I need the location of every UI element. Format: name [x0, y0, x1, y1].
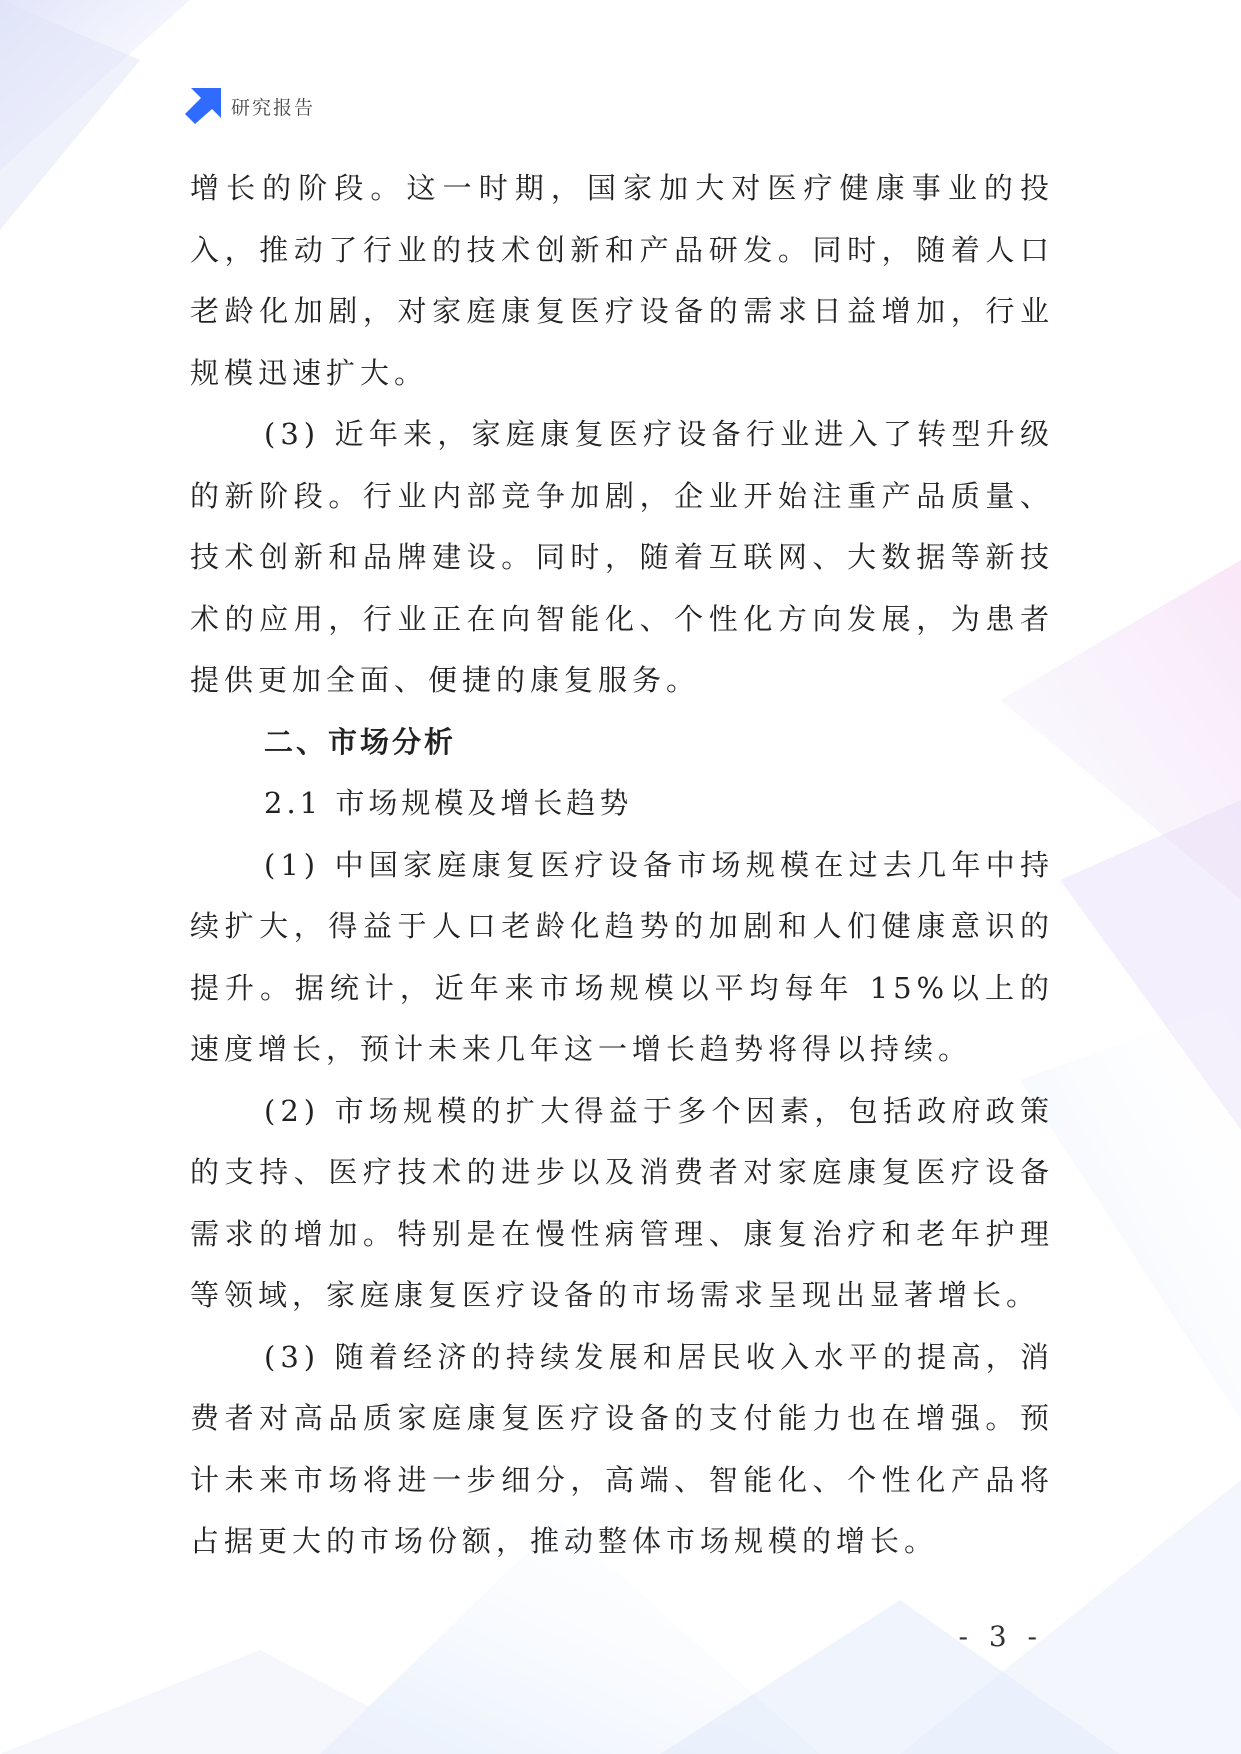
- paragraph-market-2: (2) 市场规模的扩大得益于多个因素，包括政府政策的支持、医疗技术的进步以及消费者对家庭康复医疗设备需求的增加。特别是在慢性病管理、康复治疗和老年护理等领域，家庭康复医疗设备的市场需求呈现出显著增长。: [190, 1093, 1054, 1312]
- paragraph-market-1: (1) 中国家庭康复医疗设备市场规模在过去几年中持续扩大，得益于人口老龄化趋势的加剧和人们健康意识的提升。据统计，近年来市场规模以平均每年 15%以上的速度增长，预计未来几年这一增长趋势将得以持续。: [190, 847, 1054, 1066]
- paragraph-market-3: (3) 随着经济的持续发展和居民收入水平的提高，消费者对高品质家庭康复医疗设备的支付能力也在增强。预计未来市场将进一步细分，高端、智能化、个性化产品将占据更大的市场份额，推动整体市场规模的增长。: [190, 1339, 1054, 1558]
- arrow-up-right-icon: [185, 88, 221, 124]
- report-header: [185, 86, 315, 126]
- page-number: - 3 -: [958, 1620, 1043, 1653]
- paragraph-continuation: 增长的阶段。这一时期，国家加大对医疗健康事业的投入，推动了行业的技术创新和产品研发。同时，随着人口老龄化加剧，对家庭康复医疗设备的需求日益增加，行业规模迅速扩大。: [190, 171, 1054, 390]
- paragraph-stage-3: (3) 近年来，家庭康复医疗设备行业进入了转型升级的新阶段。行业内部竞争加剧，企业开始注重产品质量、技术创新和品牌建设。同时，随着互联网、大数据等新技术的应用，行业正在向智能化、个性化方向发展，为患者提供更加全面、便捷的康复服务。: [190, 417, 1054, 697]
- subsection-heading: 2.1 市场规模及增长趋势: [264, 786, 633, 820]
- section-heading: 二、市场分析: [264, 724, 457, 759]
- header-title: 研究报告: [231, 96, 316, 119]
- document-body: [190, 158, 1054, 1573]
